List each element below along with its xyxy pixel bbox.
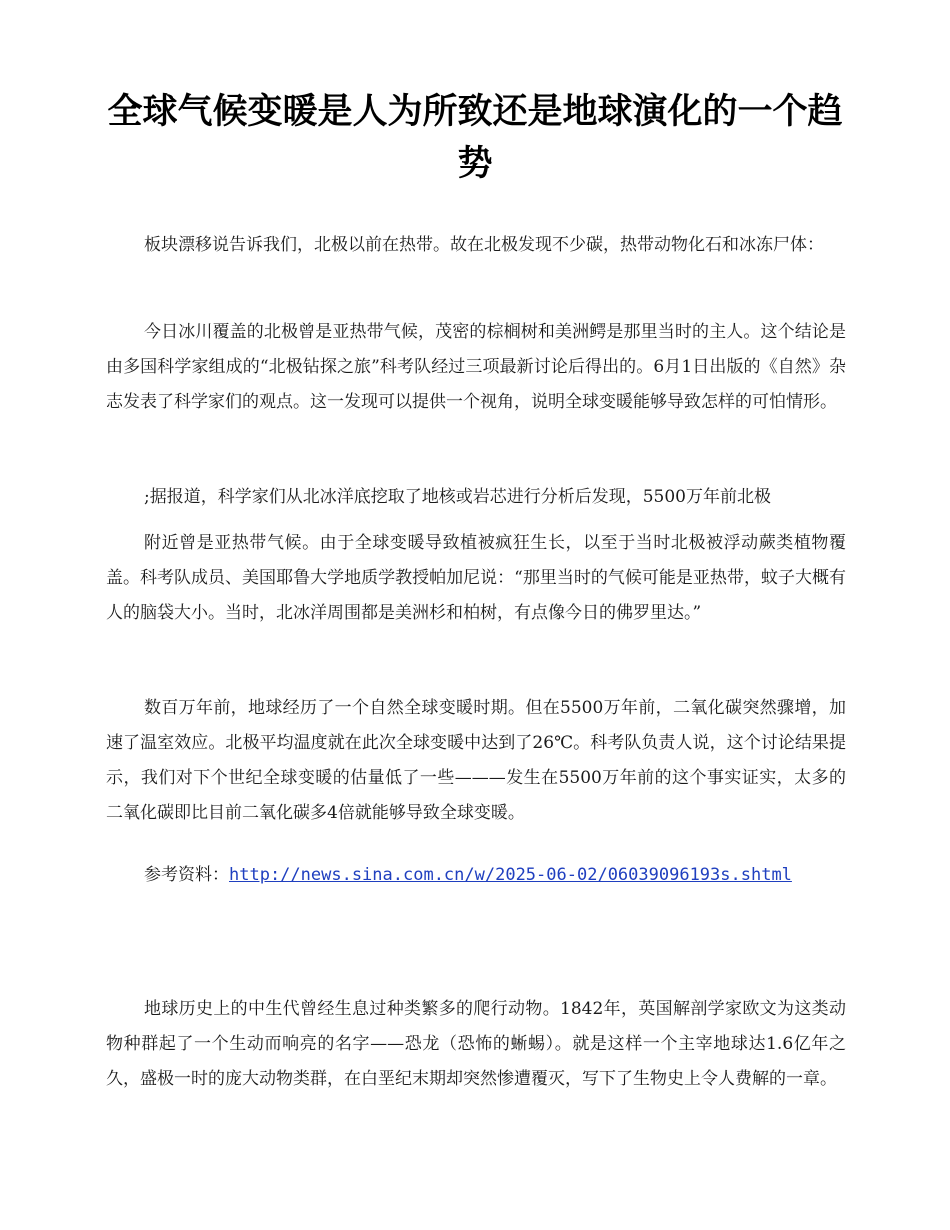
paragraph-report-cores: ;据报道，科学家们从北冰洋底挖取了地核或岩芯进行分析后发现，5500万年前北极 <box>144 487 771 507</box>
paragraph-vegetation-growth: 附近曾是亚热带气候。由于全球变暖导致植被疯狂生长，以至于当时北极被浮动蕨类植物覆盖。科考队成员、美国耶鲁大学地质学教授帕加尼说：“那里当时的气候可能是亚热带，蚊子大概有人的脑袋大小。当时，北冰洋周围都是美洲杉和柏树，有点像今日的佛罗里达。” <box>106 533 846 623</box>
reference-label: 参考资料： <box>144 865 229 885</box>
paragraph-arctic-subtropical: 今日冰川覆盖的北极曾是亚热带气候，茂密的棕榈树和美洲鳄是那里当时的主人。这个结论是由多国科学家组成的“北极钻探之旅”科考队经过三项最新讨论后得出的。6月1日出版的《自然》杂志发表了科学家们的观点。这一发现可以提供一个视角，说明全球变暖能够导致怎样的可怕情形。 <box>106 322 846 412</box>
reference-link[interactable]: http://news.sina.com.cn/w/2025-06-02/06039096193s.shtml <box>229 865 792 885</box>
paragraph-dinosaurs: 地球历史上的中生代曾经生息过种类繁多的爬行动物。1842年，英国解剖学家欧文为这类动物种群起了一个生动而响亮的名字——恐龙（恐怖的蜥蜴）。就是这样一个主宰地球达1.6亿年之久，盛极一时的庞大动物类群，在白垩纪末期却突然惨遭覆灭，写下了生物史上令人费解的一章。 <box>106 999 846 1089</box>
paragraph-plate-tectonics: 板块漂移说告诉我们，北极以前在热带。故在北极发现不少碳，热带动物化石和冰冻尸体： <box>144 235 824 255</box>
paragraph-co2-surge: 数百万年前，地球经历了一个自然全球变暖时期。但在5500万年前，二氧化碳突然骤增，加速了温室效应。北极平均温度就在此次全球变暖中达到了26℃。科考队负责人说，这个讨论结果提示，我们对下个世纪全球变暖的估量低了一些———发生在5500万年前的这个事实证实，太多的二氧化碳即比目前二氧化碳多4倍就能够导致全球变暖。 <box>106 698 846 823</box>
document-title: 全球气候变暖是人为所致还是地球演化的一个趋势 <box>107 91 843 184</box>
paragraph-reference <box>106 858 846 893</box>
